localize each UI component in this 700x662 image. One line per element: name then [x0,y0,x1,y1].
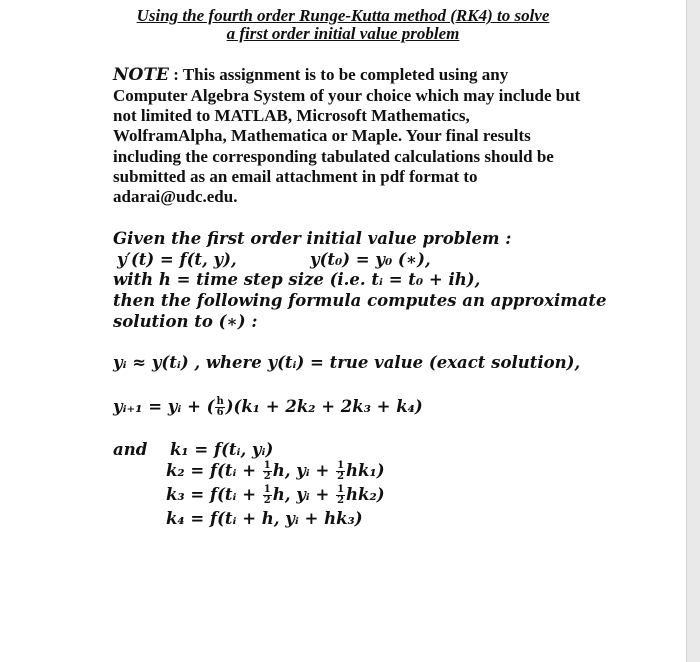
note-line-7: adarai@udc.edu. [113,187,238,206]
then-line-2: solution to (∗) : [113,312,258,331]
update-eq: = yᵢ + ( [142,397,215,416]
title-line-2: a first order initial value problem [226,24,460,43]
fraction-num: 1 [337,484,345,495]
note-line-6: submitted as an email attachment in pdf format to [113,167,478,186]
k2-part-a: k₂ = f(tᵢ + [166,461,262,480]
half-fraction [263,485,272,506]
note-label: NOTE [113,65,169,85]
half-fraction [336,461,345,482]
fraction-num: 1 [337,460,345,471]
update-lhs: yᵢ₊₁ [113,397,143,416]
note-line-2: Computer Algebra System of your choice which may include but [113,86,581,105]
update-rest: )(k₁ + 2k₂ + 2k₃ + k₄) [225,397,423,416]
k2-part-c: hk₁) [346,461,385,480]
fraction-num: 1 [263,460,271,471]
k3-part-b: h, yᵢ + [272,485,336,504]
approximation-line: yᵢ ≈ y(tᵢ) , where y(tᵢ) = true value (exact solution), [113,353,581,372]
ode-equation: y′(t) = f(t, y), [117,250,237,269]
k2-formula [166,461,385,482]
note-line-1 [113,65,508,85]
then-line-1: then the following formula computes an approximate [113,291,607,310]
k2-part-b: h, yᵢ + [272,461,336,480]
fraction-den: 6 [216,407,224,418]
fraction-den: 2 [337,495,345,506]
note-text-1: This assignment is to be completed using any [182,65,509,84]
k4-formula: k₄ = f(tᵢ + h, yᵢ + hk₃) [166,509,363,528]
fraction-den: 2 [337,471,345,482]
k3-formula [166,485,385,506]
problem-intro: Given the first order initial value problem : [113,229,512,248]
note-line-3: not limited to MATLAB, Microsoft Mathematics, [113,106,470,125]
half-fraction [336,485,345,506]
initial-condition: y(t₀) = y₀ (∗), [310,250,431,269]
title-line-1: Using the fourth order Runge-Kutta method (RK4) to solve [136,6,550,25]
k1-formula: k₁ = f(tᵢ, yᵢ) [170,440,274,459]
note-line-4: WolframAlpha, Mathematica or Maple. Your final results [113,126,531,145]
k3-part-a: k₃ = f(tᵢ + [166,485,262,504]
fraction-num: 1 [263,484,271,495]
and-label: and [113,440,148,459]
h-over-6-fraction [215,397,224,418]
step-size-line: with h = time step size (i.e. tᵢ = t₀ + ih), [113,270,481,289]
fraction-num: h [216,396,224,407]
fraction-den: 2 [263,471,271,482]
note-colon: : [168,65,183,84]
fraction-den: 2 [263,495,271,506]
rk4-update-formula [113,397,423,418]
note-line-5: including the corresponding tabulated calculations should be [113,147,554,166]
k3-part-c: hk₂) [346,485,385,504]
half-fraction [263,461,272,482]
